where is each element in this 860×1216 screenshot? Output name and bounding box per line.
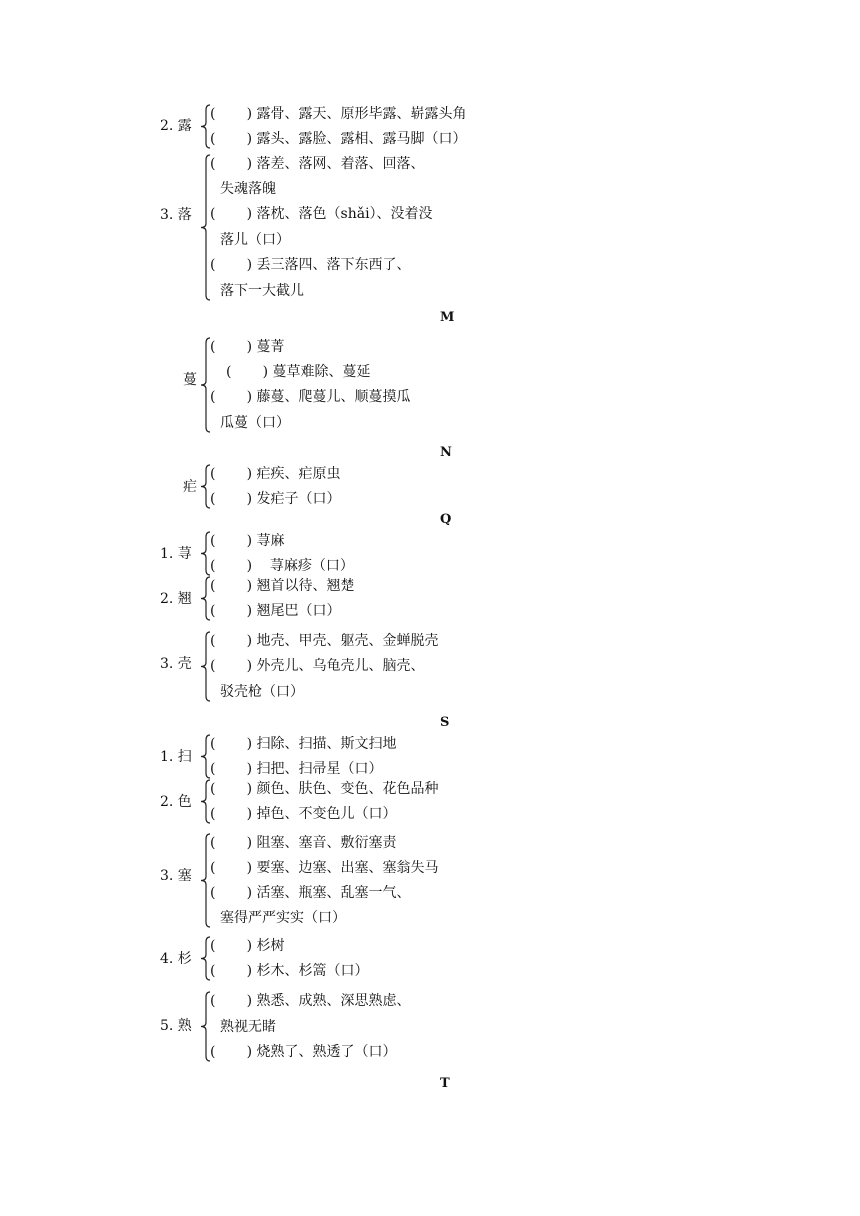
brace-mark xyxy=(201,937,210,980)
character-label: 疟 xyxy=(183,479,197,495)
entry-line: ( ) 落枕、落色（shǎi）、没着没 xyxy=(210,206,433,222)
entry-line: 失魂落魄 xyxy=(220,181,276,197)
entry-line: ( ) 熟悉、成熟、深思熟虑、 xyxy=(210,993,411,1009)
entry-line: ( ) 地壳、甲壳、躯壳、金蝉脱壳 xyxy=(210,633,439,649)
brace-mark xyxy=(201,105,210,148)
entry-line: ( ) 露头、露脸、露相、露马脚（口） xyxy=(210,131,467,147)
brace-mark xyxy=(201,992,210,1061)
section-letter-heading: M xyxy=(440,310,455,325)
entry-line: ( ) 外壳儿、乌龟壳儿、脑壳、 xyxy=(210,658,425,674)
character-label: 2. 色 xyxy=(160,794,192,810)
brace-mark xyxy=(201,465,210,508)
entry-line: ( ) 藤蔓、爬蔓儿、顺蔓摸瓜 xyxy=(210,389,411,405)
entry-line: 熟视无睹 xyxy=(220,1019,276,1035)
brace-mark xyxy=(201,834,210,927)
character-label: 3. 塞 xyxy=(160,868,192,884)
entry-line: ( ) 丢三落四、落下东西了、 xyxy=(210,257,411,273)
entry-line: ( ) 荨麻疹（口） xyxy=(210,558,354,574)
character-label: 4. 杉 xyxy=(160,951,192,967)
entry-line: 落儿（口） xyxy=(220,232,290,248)
section-letter-heading: N xyxy=(440,445,452,460)
entry-line: ( ) 发疟子（口） xyxy=(210,491,341,507)
brace-mark xyxy=(201,577,210,620)
character-label: 蔓 xyxy=(183,372,197,388)
entry-line: ( ) 疟疾、疟原虫 xyxy=(210,466,341,482)
brace-mark xyxy=(201,155,210,300)
character-label: 2. 露 xyxy=(160,118,192,134)
entry-line: 驳壳枪（口） xyxy=(220,684,304,700)
entry-line: ( ) 要塞、边塞、出塞、塞翁失马 xyxy=(210,860,439,876)
entry-line: ( ) 活塞、瓶塞、乱塞一气、 xyxy=(210,885,411,901)
entry-line: ( ) 烧熟了、熟透了（口） xyxy=(210,1044,397,1060)
entry-line: ( ) 颜色、肤色、变色、花色品种 xyxy=(210,781,439,797)
entry-line: ( ) 落差、落网、着落、回落、 xyxy=(210,156,425,172)
brace-mark xyxy=(201,632,210,701)
entry-line: ( ) 蔓菁 xyxy=(210,339,285,355)
character-label: 1. 荨 xyxy=(160,546,192,562)
entry-line: 落下一大截儿 xyxy=(220,283,304,299)
section-letter-heading: T xyxy=(440,1076,450,1091)
entry-line: ( ) 阻塞、塞音、敷衍塞责 xyxy=(210,835,397,851)
entry-line: ( ) 荨麻 xyxy=(210,533,285,549)
section-letter-heading: S xyxy=(440,715,450,730)
entry-line: 瓜蔓（口） xyxy=(220,415,290,431)
character-label: 3. 落 xyxy=(160,207,192,223)
character-label: 2. 翘 xyxy=(160,591,192,607)
entry-line: ( ) 掉色、不变色儿（口） xyxy=(210,806,397,822)
character-label: 5. 熟 xyxy=(160,1018,192,1034)
entry-line: ( ) 杉树 xyxy=(210,938,285,954)
entry-line: ( ) 露骨、露天、原形毕露、崭露头角 xyxy=(210,106,467,122)
character-label: 3. 壳 xyxy=(160,656,192,672)
entry-line: ( ) 杉木、杉篙（口） xyxy=(210,963,369,979)
brace-mark xyxy=(201,780,210,823)
entry-line: ( ) 蔓草难除、蔓延 xyxy=(226,364,371,380)
brace-mark xyxy=(201,735,210,778)
entry-line: 塞得严严实实（口） xyxy=(220,910,346,926)
brace-mark xyxy=(201,532,210,575)
section-letter-heading: Q xyxy=(440,512,452,527)
brace-mark xyxy=(201,338,210,432)
entry-line: ( ) 扫除、扫描、斯文扫地 xyxy=(210,736,397,752)
entry-line: ( ) 翘首以待、翘楚 xyxy=(210,578,355,594)
character-label: 1. 扫 xyxy=(160,749,192,765)
entry-line: ( ) 翘尾巴（口） xyxy=(210,603,341,619)
entry-line: ( ) 扫把、扫帚星（口） xyxy=(210,761,383,777)
